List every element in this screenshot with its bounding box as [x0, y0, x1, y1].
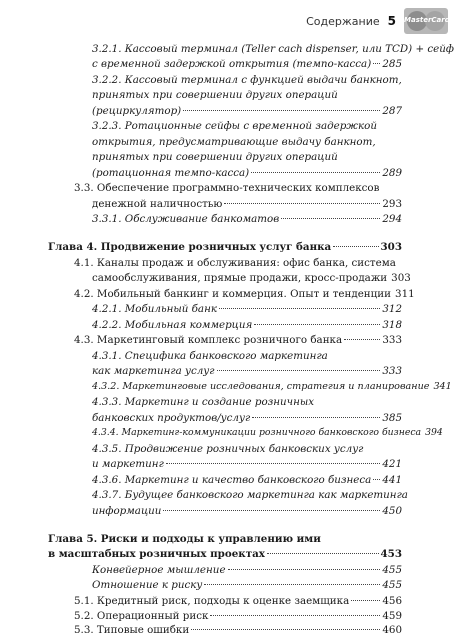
toc-line: 3.2.2. Кассовый терминал с функцией выдачи банкнот,: [92, 74, 402, 86]
toc-line: с временной задержкой открытия (темпо-касса) 285: [92, 58, 402, 70]
toc-line: банковских продуктов/услуг 385: [92, 412, 402, 424]
toc-line: 5.2. Операционный риск 459: [74, 610, 402, 622]
toc-line: 3.2.3. Ротационные сейфы с временной задержкой: [92, 120, 377, 132]
toc-line: 4.3.4. Маркетинг-коммуникации розничного банковского бизнеса 394: [92, 427, 443, 438]
toc-line: 5.1. Кредитный риск, подходы к оценке заемщика 456: [74, 595, 402, 607]
toc-line: 4.2. Мобильный банкинг и коммерция. Опыт и тенденции 311: [74, 288, 415, 300]
toc-line: принятых при совершении других операций: [92, 151, 338, 163]
toc-line: 4.3.5. Продвижение розничных банковских услуг: [92, 443, 364, 455]
toc-line: 4.2.2. Мобильная коммерция 318: [92, 319, 402, 331]
toc-line: 4.2.1. Мобильный банк 312: [92, 303, 402, 315]
toc-chapter: Глава 5. Риски и подходы к управлению ими: [48, 533, 321, 545]
mastercard-logo-icon: [404, 8, 448, 34]
toc-line: (рециркулятор) 287: [92, 105, 402, 117]
toc-line: информации 450: [92, 505, 402, 517]
toc-line: как маркетинга услуг 333: [92, 365, 402, 377]
toc-line: 3.2.1. Кассовый терминал (Teller cach dispenser, или TCD) + сейф: [92, 43, 454, 55]
toc-line: 4.1. Каналы продаж и обслуживания: офис банка, система: [74, 257, 396, 269]
toc-line: Конвейерное мышление 455: [92, 564, 402, 576]
toc-line: 3.3.1. Обслуживание банкоматов 294: [92, 213, 402, 225]
toc-line: 4.3.7. Будущее банковского маркетинга как маркетинга: [92, 489, 408, 501]
toc-line: 4.3.2. Маркетинговые исследования, стратегия и планирование 341: [92, 381, 452, 392]
toc-line: 5.3. Типовые ошибки 460: [74, 624, 402, 636]
section-label: Содержание: [306, 14, 380, 28]
toc-line: денежной наличностью 293: [92, 198, 402, 210]
toc-line: 3.3. Обеспечение программно-технических комплексов: [74, 182, 380, 194]
toc-line: и маркетинг 421: [92, 458, 402, 470]
toc-chapter: Глава 4. Продвижение розничных услуг банка 303: [48, 241, 402, 253]
running-header: [306, 8, 448, 34]
toc-line: самообслуживания, прямые продажи, кросс-продажи 303: [92, 272, 411, 284]
toc-line: 4.3. Маркетинговый комплекс розничного банка 333: [74, 334, 402, 346]
toc-line: открытия, предусматривающие выдачу банкнот,: [92, 136, 376, 148]
toc-line: (ротационная темпо-касса) 289: [92, 167, 402, 179]
toc-chapter: в масштабных розничных проектах 453: [48, 548, 402, 560]
page-number: 5: [387, 14, 396, 28]
toc-line: 4.3.3. Маркетинг и создание розничных: [92, 396, 315, 408]
toc-line: принятых при совершении других операций: [92, 89, 338, 101]
toc-line: Отношение к риску 455: [92, 579, 402, 591]
toc-line: 4.3.1. Специфика банковского маркетинга: [92, 350, 328, 362]
toc-line: 4.3.6. Маркетинг и качество банковского бизнеса 441: [92, 474, 402, 486]
logo-text: MasterCard: [404, 16, 450, 24]
